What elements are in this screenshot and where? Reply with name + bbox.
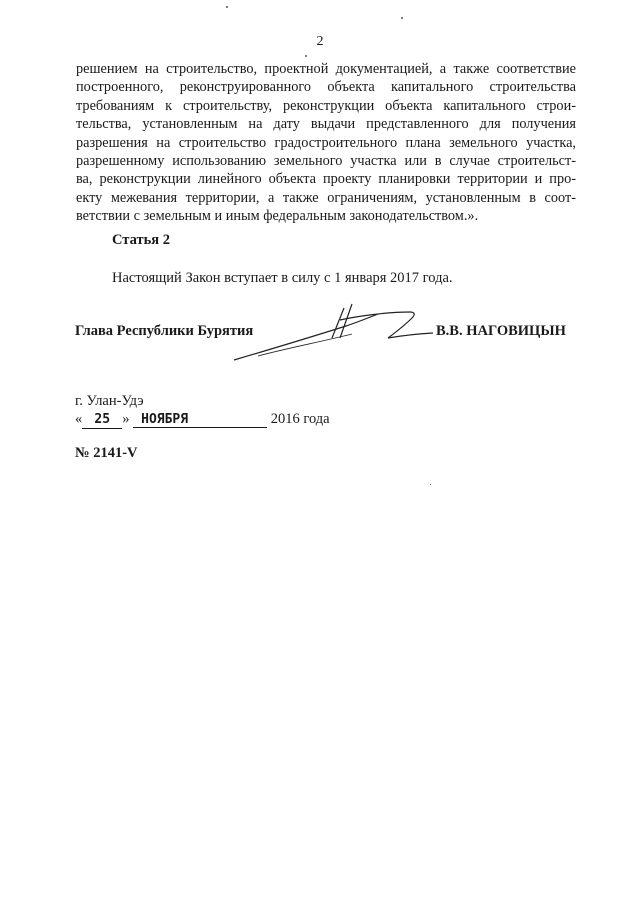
- scan-speck: [305, 55, 307, 57]
- law-number: № 2141-V: [75, 445, 138, 461]
- body-line: разрешенному использованию земельного участка или в случае строительст-: [76, 153, 576, 170]
- article-text: Настоящий Закон вступает в силу с 1 января 2017 года.: [112, 270, 453, 286]
- handwritten-signature: [228, 298, 448, 368]
- body-line: екту межевания территории, а также ограничениям, установленным в соот-: [76, 189, 576, 206]
- law-body-paragraph: [76, 60, 576, 226]
- body-line: тельства, установленным на дату выдачи представленного для получения: [76, 116, 576, 133]
- scan-speck: [401, 17, 403, 19]
- date-day: 25: [82, 412, 122, 429]
- body-line: ва, реконструкции линейного объекта проекту планировки территории и про-: [76, 171, 576, 188]
- body-line: требованиям к строительству, реконструкции объекта капитального строи-: [76, 97, 576, 114]
- body-line: решением на строительство, проектной документацией, а также соответствие: [76, 61, 576, 77]
- place-of-signing: г. Улан-Удэ: [75, 393, 144, 409]
- body-line: разрешения на строительство градостроительного плана земельного участка,: [76, 134, 576, 151]
- date-month: НОЯБРЯ: [133, 412, 267, 428]
- article-heading: Статья 2: [112, 232, 170, 248]
- body-line: построенного, реконструированного объекта капитального строительства: [76, 79, 576, 96]
- scan-speck: [226, 6, 228, 8]
- signatory-name: В.В. НАГОВИЦЫН: [436, 323, 566, 339]
- scan-speck: [430, 484, 431, 485]
- body-line: ветствии с земельным и иным федеральным законодательством.».: [76, 208, 479, 225]
- date-close-quote: »: [122, 411, 130, 427]
- signatory-title: Глава Республики Бурятия: [75, 323, 254, 339]
- date-open-quote: «: [75, 411, 83, 427]
- signing-date: [75, 411, 330, 429]
- date-year: 2016 года: [270, 411, 330, 427]
- page-number: 2: [316, 34, 324, 49]
